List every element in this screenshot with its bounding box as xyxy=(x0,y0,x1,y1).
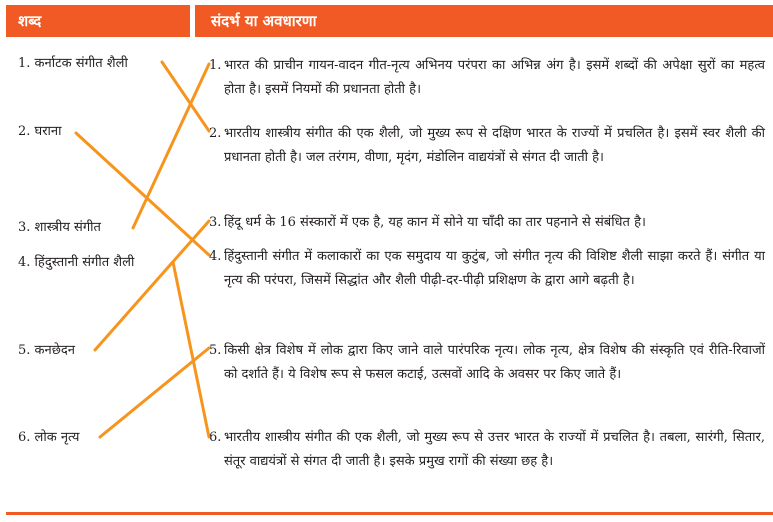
definition-text: भारतीय शास्त्रीय संगीत की एक शैली, जो मुख्य रूप से उत्तर भारत के राज्यों में प्रचलित है। तबला, सारंगी, सितार, संतूर वाद्ययंत्रों से संगत दी जाती है। इसके प्रमुख रागों की संख्या छह है। xyxy=(224,430,765,469)
definition-text: हिंदू धर्म के 16 संस्कारों में एक है, यह कान में सोने या चाँदी का तार पहनाने से संबंधित है। xyxy=(224,215,646,230)
match-line-4-6 xyxy=(173,262,209,437)
term-text: कर्नाटक संगीत शैली xyxy=(34,56,128,71)
term-text: कनछेदन xyxy=(34,343,75,358)
term-number: 1. xyxy=(18,56,31,71)
term-text: हिंदुस्तानी संगीत शैली xyxy=(34,255,135,270)
term-number: 3. xyxy=(18,220,31,235)
term-number: 5. xyxy=(18,343,31,358)
definition-number: 4. xyxy=(209,249,222,264)
header-term-column: शब्द xyxy=(6,5,190,37)
match-line-3-1 xyxy=(133,64,209,228)
term-number: 6. xyxy=(18,430,31,445)
term-number: 4. xyxy=(18,255,31,270)
definition-text: किसी क्षेत्र विशेष में लोक द्वारा किए जाने वाले पारंपरिक नृत्य। लोक नृत्य, क्षेत्र विशेष की संस्कृति एवं रीति-रिवाजों को दर्शाते हैं। ये विशेष रूप से फसल कटाई, उत्सवों आदि के अवसर पर किए जाते हैं। xyxy=(224,343,765,382)
term-text: घराना xyxy=(34,124,62,139)
match-line-1-2 xyxy=(162,62,209,131)
term-text: लोक नृत्य xyxy=(34,430,80,445)
match-line-5-3 xyxy=(95,221,209,350)
definition-text: भारत की प्राचीन गायन-वादन गीत-नृत्य अभिनय परंपरा का अभिन्न अंग है। इसमें शब्दों की अपेक्षा सुरों का महत्व होता है। इसमें नियमों की प्रधानता होती है। xyxy=(224,58,765,97)
definition-number: 2. xyxy=(209,126,222,141)
definition-number: 5. xyxy=(209,343,222,358)
bottom-rule xyxy=(6,512,773,515)
definition-text: भारतीय शास्त्रीय संगीत की एक शैली, जो मुख्य रूप से दक्षिण भारत के राज्यों में प्रचलित है। इसमें स्वर शैली की प्रधानता होती है। जल तरंगम, वीणा, मृदंग, मंडोलिन वाद्ययंत्रों से संगत दी जाती है। xyxy=(224,126,765,165)
term-text: शास्त्रीय संगीत xyxy=(34,220,101,235)
definition-number: 1. xyxy=(209,58,222,73)
match-line-2-4 xyxy=(76,133,209,255)
definition-number: 3. xyxy=(209,215,222,230)
header-definition-column: संदर्भ या अवधारणा xyxy=(195,5,773,37)
match-line-6-5 xyxy=(100,348,209,437)
term-number: 2. xyxy=(18,124,31,139)
definition-number: 6. xyxy=(209,430,222,445)
definition-text: हिंदुस्तानी संगीत में कलाकारों का एक समुदाय या कुटुंब, जो संगीत नृत्य की विशिष्ट शैली साझा करते हैं। संगीत या नृत्य की परंपरा, जिसमें सिद्धांत और शैली पीढ़ी-दर-पीढ़ी प्रशिक्षण के द्वारा आगे बढ़ती है। xyxy=(224,249,765,288)
